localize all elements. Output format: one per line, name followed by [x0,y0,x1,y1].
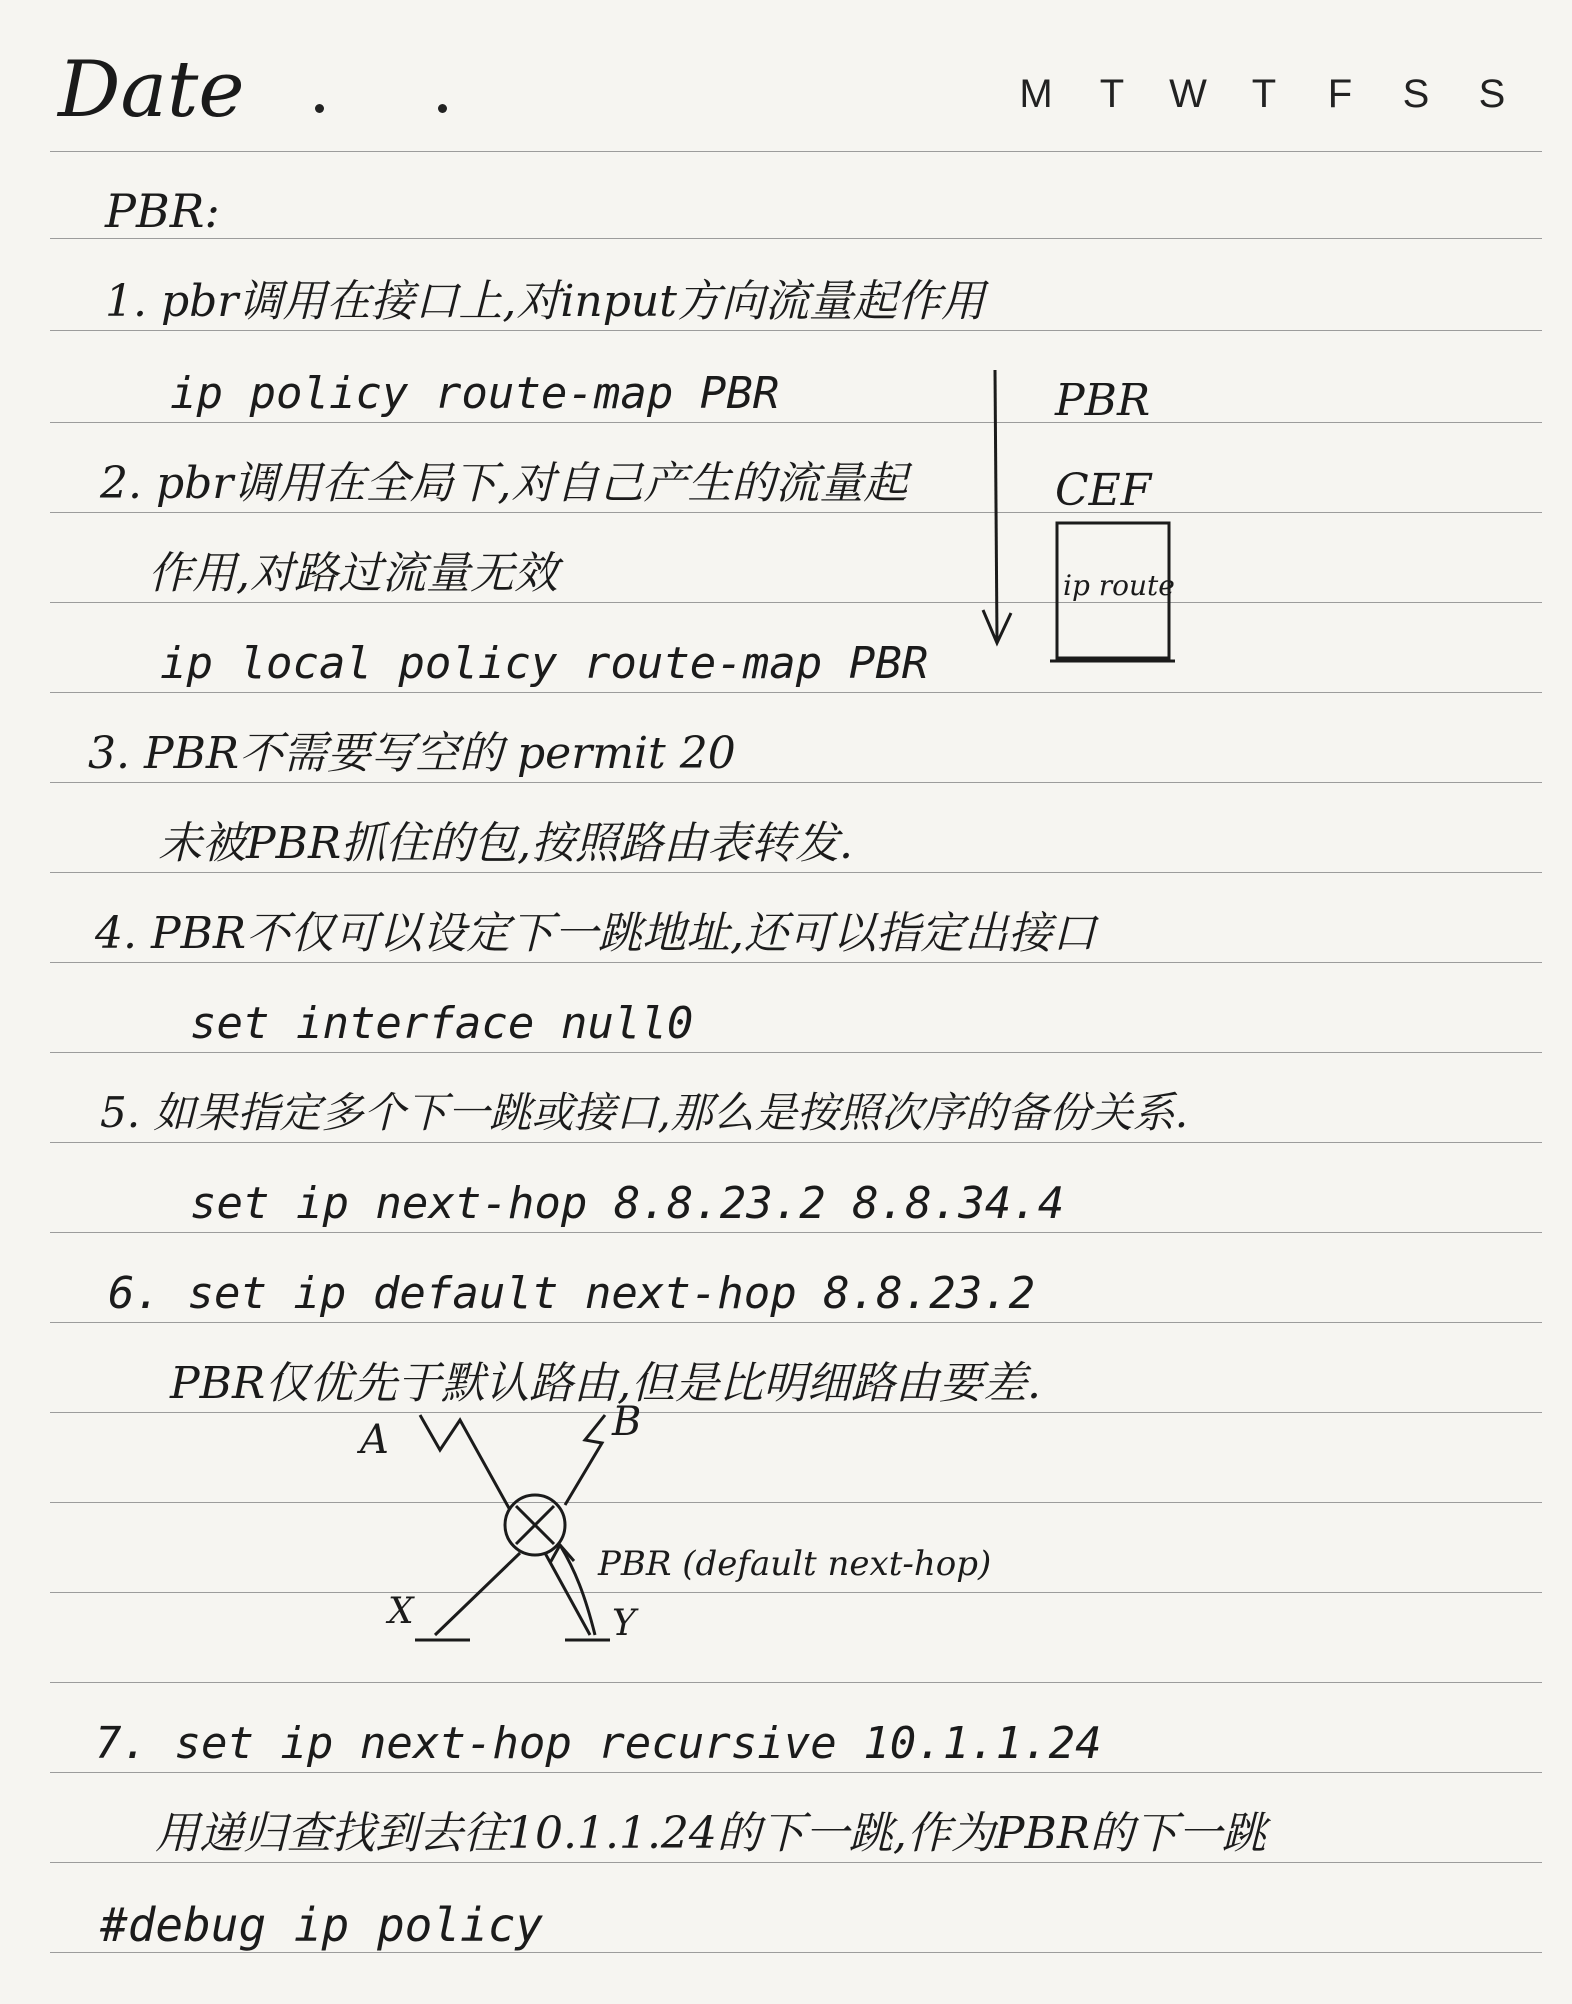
ruled-line [50,1862,1542,1863]
ruled-line [50,1682,1542,1683]
router-topology-diagram [350,1395,1070,1665]
weekday-wednesday: W [1169,72,1207,116]
note-item-6-detail: PBR仅优先于默认路由,但是比明细路由要差. [170,1358,1042,1409]
ruled-line [50,151,1542,152]
note-item-2-line-2: 作用,对路过流量无效 [148,548,558,599]
ruled-line [50,238,1542,239]
note-item-4-command: set interface null0 [190,998,694,1049]
ruled-line [50,782,1542,783]
note-item-2-line-1: 2. pbr调用在全局下,对自己产生的流量起 [100,458,908,509]
ruled-line [50,602,1542,603]
ruled-line [50,1322,1542,1323]
note-item-3-detail: 未被PBR抓住的包,按照路由表转发. [158,818,854,869]
note-item-4: 4. PBR不仅可以设定下一跳地址,还可以指定出接口 [95,908,1097,959]
note-item-7: 7. set ip next-hop recursive 10.1.1.24 [95,1718,1102,1769]
note-item-7-detail: 用递归查找到去往10.1.1.24的下一跳,作为PBR的下一跳 [155,1808,1266,1859]
debug-command: #debug ip policy [100,1898,544,1952]
ruled-line [50,692,1542,693]
note-item-6: 6. set ip default next-hop 8.8.23.2 [108,1268,1036,1319]
note-item-1-command: ip policy route-map PBR [170,368,780,419]
side-label-ip-route: ip route [1063,569,1175,602]
ruled-line [50,1142,1542,1143]
ruled-line [50,962,1542,963]
side-label-pbr: PBR [1055,375,1151,426]
weekday-tuesday: T [1099,72,1125,116]
label-y: Y [612,1603,636,1644]
ruled-line [50,1952,1542,1953]
processing-order-diagram [975,365,1185,690]
weekday-friday: F [1327,72,1353,116]
note-item-5-command: set ip next-hop 8.8.23.2 8.8.34.4 [190,1178,1065,1229]
ruled-line [50,330,1542,331]
weekday-sunday: S [1478,72,1506,116]
side-label-cef: CEF [1055,465,1152,516]
pbr-annotation: PBR (default next-hop) [598,1544,992,1584]
label-a: A [360,1417,389,1463]
ruled-line [50,1232,1542,1233]
date-dot [438,104,447,113]
ruled-line [50,422,1542,423]
down-arrow-shaft [995,370,997,640]
note-item-3: 3. PBR不需要写空的 permit 20 [88,728,736,779]
ruled-line [50,512,1542,513]
label-x: X [388,1591,414,1632]
weekday-row [998,72,1530,117]
ruled-line [50,1772,1542,1773]
link-x [435,1553,520,1635]
note-item-1: 1. pbr调用在接口上,对input方向流量起作用 [105,276,985,327]
weekday-monday: M [1019,72,1053,116]
note-item-2-command: ip local policy route-map PBR [160,638,929,689]
ruled-line [50,1052,1542,1053]
ruled-line [50,872,1542,873]
link-b-zigzag [565,1415,605,1505]
notes-heading: PBR: [105,184,220,238]
date-title: Date [58,45,245,135]
link-a-zigzag [420,1415,510,1510]
note-item-5: 5. 如果指定多个下一跳或接口,那么是按照次序的备份关系. [100,1088,1189,1137]
label-b: B [612,1399,642,1445]
weekday-thursday: T [1251,72,1277,116]
weekday-saturday: S [1402,72,1430,116]
date-dot [315,104,324,113]
